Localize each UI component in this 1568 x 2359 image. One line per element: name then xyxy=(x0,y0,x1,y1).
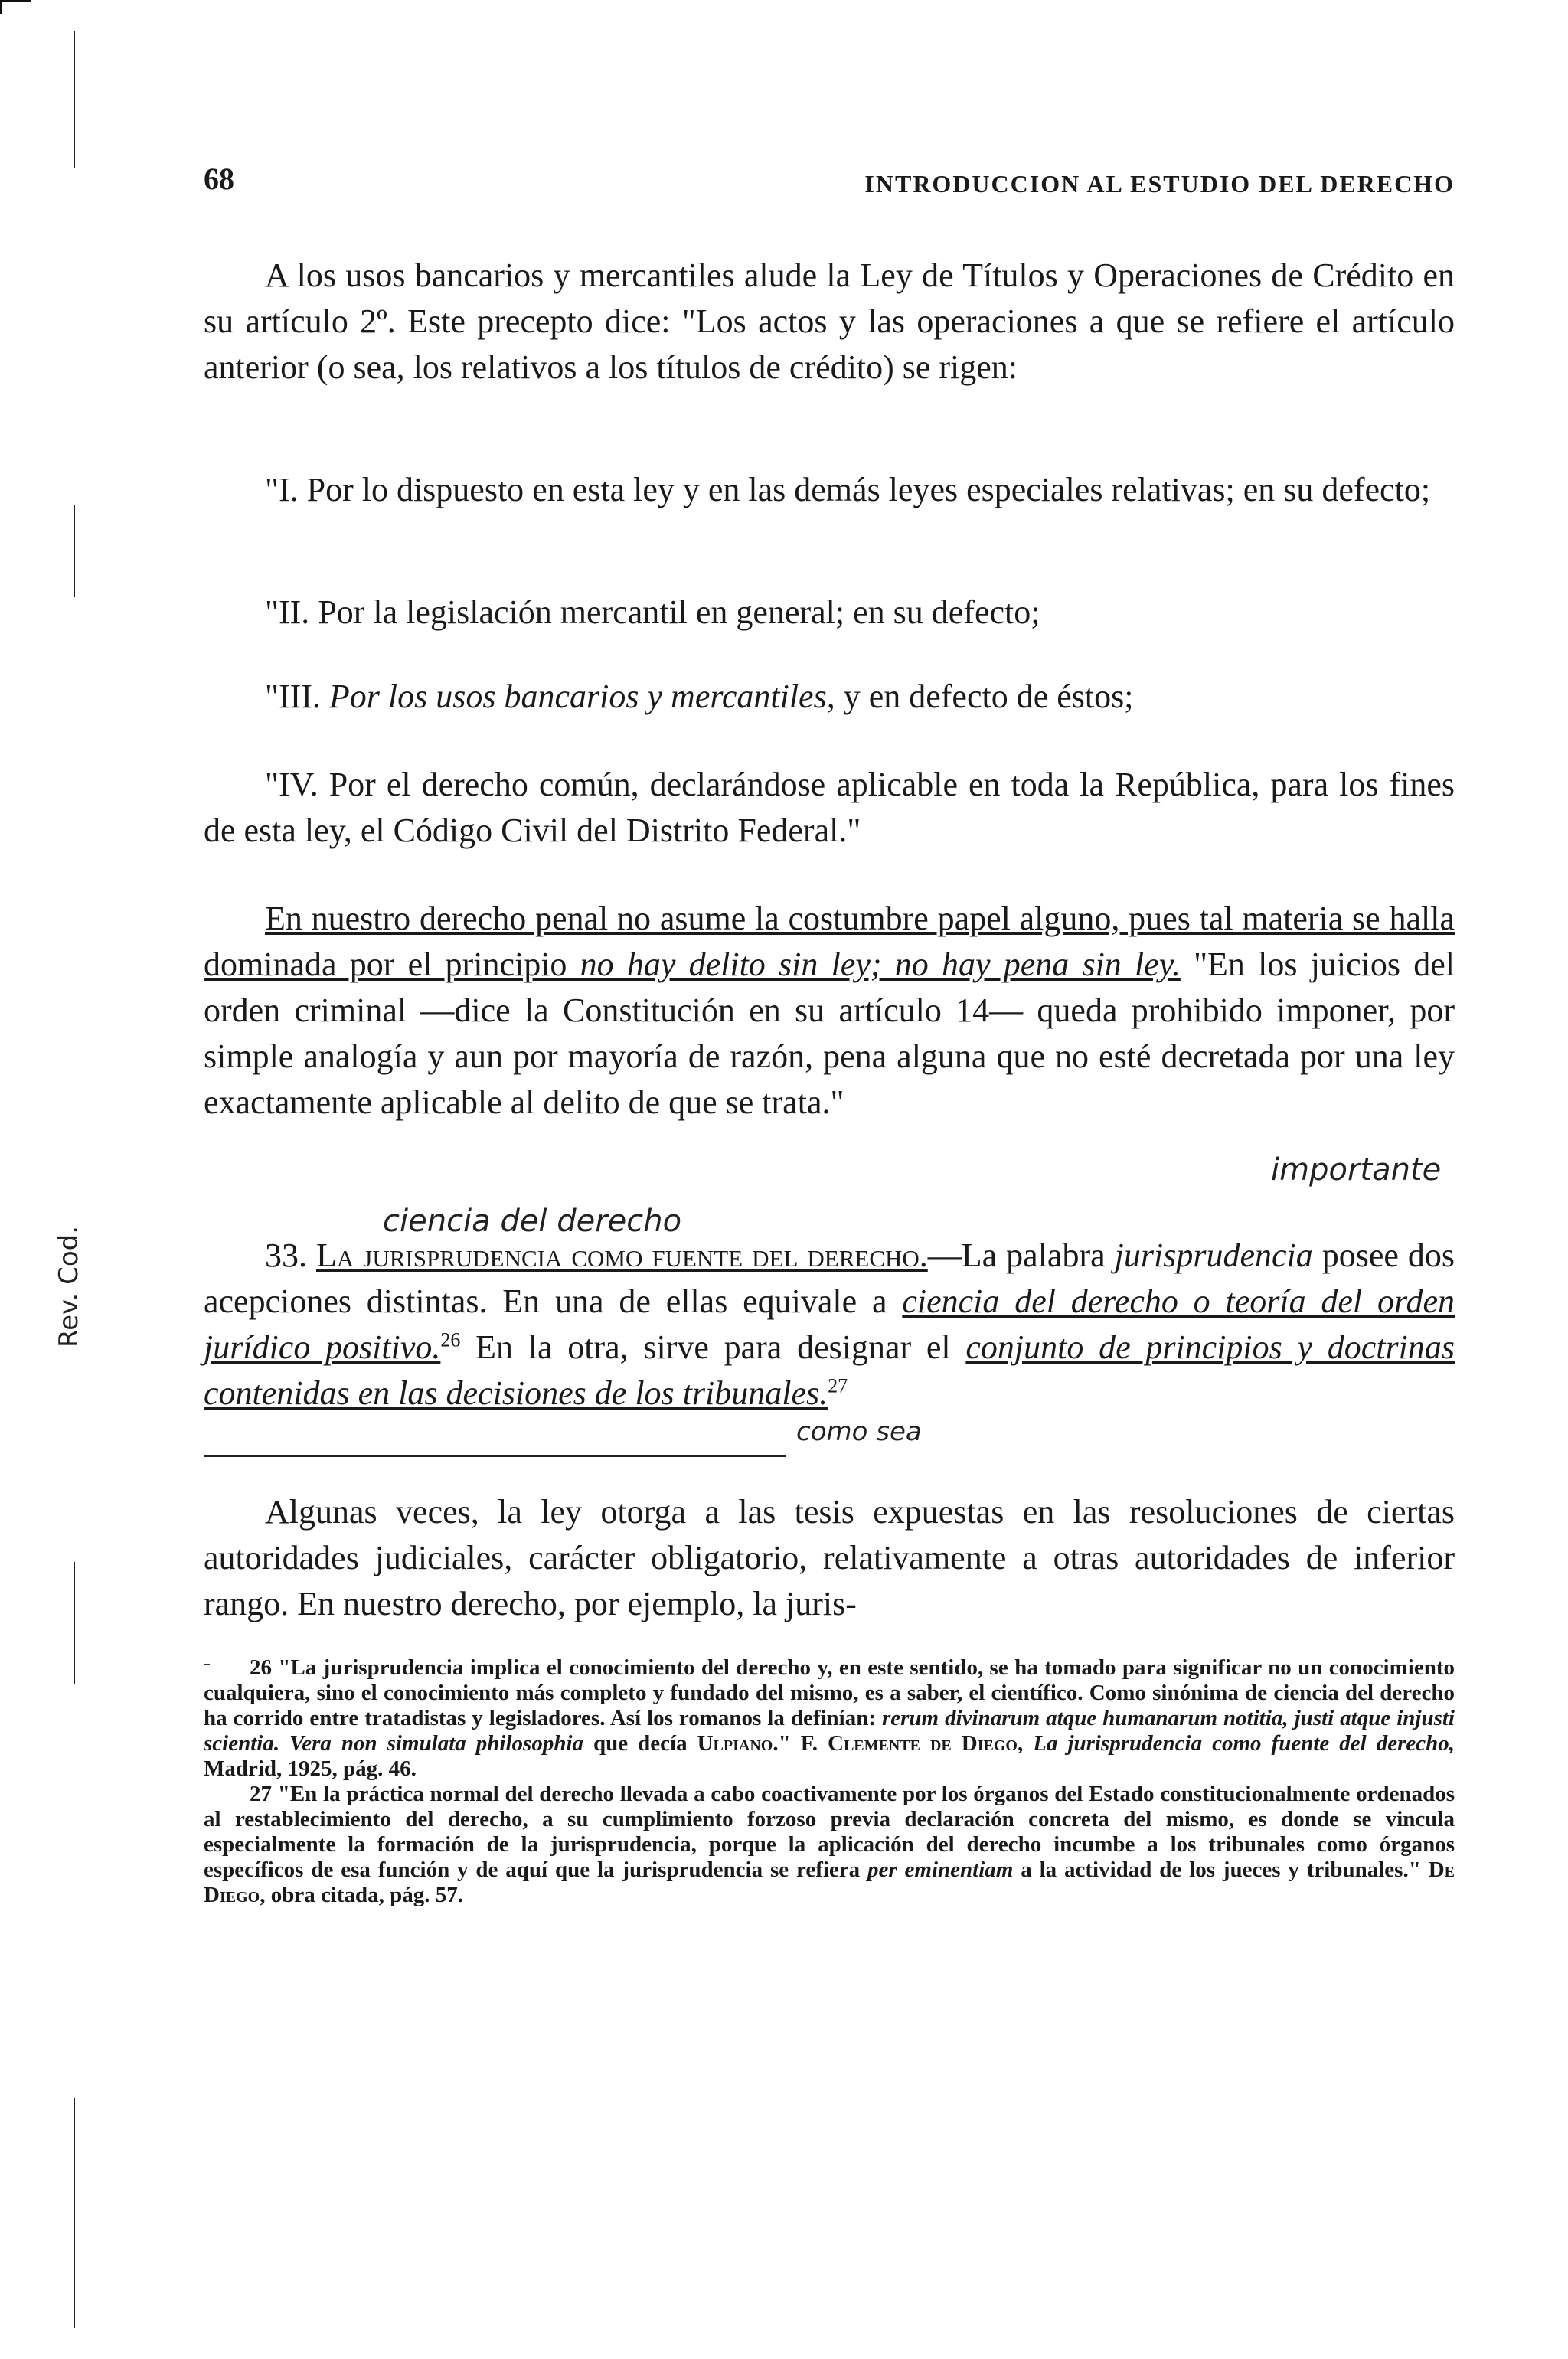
section-heading: La jurisprudencia como fuente del derecho. xyxy=(316,1237,928,1274)
juris-def-2: conjunto de principios y doctrinas contenidas en las decisiones de los tribunales. xyxy=(204,1328,1455,1412)
main-text-block-8 xyxy=(204,1489,1455,1627)
footnote-27 xyxy=(204,1782,1455,1908)
footnote-26-number: 26 xyxy=(250,1655,272,1680)
paragraph-item-iii xyxy=(204,674,1455,720)
section-number: 33. xyxy=(265,1237,316,1274)
page-number: 68 xyxy=(204,162,234,196)
footnote-ref-27: 27 xyxy=(828,1374,848,1397)
handwritten-importante: importante xyxy=(1271,1152,1442,1188)
paragraph-jurisprudencia xyxy=(204,1233,1455,1416)
footnote-26-text-e: Madrid, 1925, pág. 46. xyxy=(204,1756,416,1781)
paragraph-item-i: "I. Por lo dispuesto en esta ley y en las demás leyes especiales relativas; en su defecto; xyxy=(265,471,1431,508)
footnote-26-text-a: "La jurisprudencia implica el conocimiento del derecho y, en este sentido, se ha tomado para significar no un conocimiento cualquiera, sino el conocimiento más completo y fundado del mismo, es a saber, el científico. Como sinónima de ciencia del derecho ha corrido entre tratadistas y legisladores. Así los romanos la definían: xyxy=(204,1655,1455,1730)
left-margin-line-1 xyxy=(74,31,75,168)
footnote-26 xyxy=(204,1655,1455,1782)
juris-term: jurisprudencia xyxy=(1114,1237,1313,1274)
juris-text-a: —La palabra xyxy=(927,1237,1115,1274)
handwritten-ciencia-del-derecho: ciencia del derecho xyxy=(383,1204,682,1239)
juris-def-1: ciencia del derecho o teoría del orden jurídico positivo. xyxy=(204,1282,1455,1366)
juris-text-b: posee dos acepciones distintas. En una de ellas equivale a xyxy=(204,1237,1455,1320)
footnote-27-number: 27 xyxy=(250,1782,272,1806)
running-title: INTRODUCCION AL ESTUDIO DEL DERECHO xyxy=(864,170,1455,198)
main-text-block-5 xyxy=(204,762,1455,854)
main-text-block-6 xyxy=(204,896,1455,1126)
paragraph-item-ii: "II. Por la legislación mercantil en general; en su defecto; xyxy=(265,593,1040,631)
footnote-26-latin: rerum divinarum atque humanarum notitia, justi atque injusti scientia. Vera non simulata philosophia xyxy=(204,1706,1455,1756)
scan-edge-top xyxy=(0,0,31,2)
footnote-26-text-c: ." F. xyxy=(773,1731,828,1756)
left-margin-line-2 xyxy=(74,505,75,597)
handwritten-scribble: como sea xyxy=(796,1416,922,1447)
paragraph-item-iv: "IV. Por el derecho común, declarándose aplicable en toda la República, para los fines de esta ley, el Código Civil del Distrito Federal." xyxy=(204,766,1455,849)
footnote-27-text-a: "En la práctica normal del derecho llevada a cabo coactivamente por los órganos del Estado constitucionalmente ordenados al restablecimiento del derecho, a su cumplimiento forzoso previa declaración concreta del mismo, es donde se vincula especialmente la formación de la jurisprudencia, porque la aplicación del derecho incumbe a los tribunales como órganos específicos de esa función y de aquí que la jurisprudencia se refiera xyxy=(204,1782,1455,1882)
footnote-27-latin: per eminentiam xyxy=(867,1857,1014,1882)
footnote-26-book: La jurisprudencia como fuente del derecho, xyxy=(1033,1731,1455,1756)
handwritten-margin-note: Rev. Cod. xyxy=(54,1225,84,1348)
penal-maxim: no hay delito sin ley; no hay pena sin ley. xyxy=(580,946,1181,983)
main-text-block-4 xyxy=(204,674,1455,720)
left-margin-line-3 xyxy=(74,1562,75,1684)
footnote-27-text-c: , obra citada, pág. 57. xyxy=(260,1883,464,1907)
paragraph-derecho-penal xyxy=(204,896,1455,1126)
item-iii-suffix: y en defecto de éstos; xyxy=(835,678,1134,715)
footnote-27-text-b: a la actividad de los jueces y tribunales." xyxy=(1013,1857,1429,1882)
juris-text-c: En la otra, sirve para designar el xyxy=(460,1328,966,1366)
footnote-26-author: Clemente de Diego xyxy=(828,1731,1018,1756)
footnote-26-ulpiano: Ulpiano xyxy=(697,1731,773,1756)
penal-text-b: "En los juicios del orden criminal —dice la Constitución en su artículo 14— queda prohibido imponer, por simple analogía y aun por mayoría de razón, pena alguna que no esté decretada por una ley exactamente aplicable al delito de que se trata." xyxy=(204,946,1455,1121)
footnote-27-author: De Diego xyxy=(204,1857,1455,1907)
footnote-26-text-d: , xyxy=(1017,1731,1034,1756)
footnotes xyxy=(204,1655,1455,1908)
penal-text-a: En nuestro derecho penal no asume la costumbre papel alguno, pues tal materia se halla dominada por el principio xyxy=(204,900,1455,983)
page-header xyxy=(204,161,1455,207)
main-text-block-2 xyxy=(204,467,1455,513)
main-text-block-3 xyxy=(204,590,1455,635)
handwritten-underline xyxy=(204,1455,786,1457)
main-text-block-7 xyxy=(204,1233,1455,1416)
paragraph-usos-bancarios: A los usos bancarios y mercantiles alude la Ley de Títulos y Operaciones de Crédito en su artículo 2º. Este precepto dice: "Los actos y las operaciones a que se refiere el artículo anterior (o sea, los relativos a los títulos de crédito) se rigen: xyxy=(204,256,1455,386)
item-iii-italic: Por los usos bancarios y mercantiles, xyxy=(328,678,835,715)
left-margin-line-4 xyxy=(74,2098,75,2328)
footnote-26-text-b: que decía xyxy=(583,1731,697,1756)
item-iii-prefix: "III. xyxy=(265,678,329,715)
footnote-ref-26: 26 xyxy=(440,1328,461,1351)
main-text-block-1 xyxy=(204,253,1455,390)
paragraph-tesis: Algunas veces, la ley otorga a las tesis expuestas en las resoluciones de ciertas autoridades judiciales, carácter obligatorio, relativamente a otras autoridades de inferior rango. En nuestro derecho, por ejemplo, la juris- xyxy=(204,1493,1455,1622)
scan-edge-left xyxy=(0,0,2,14)
